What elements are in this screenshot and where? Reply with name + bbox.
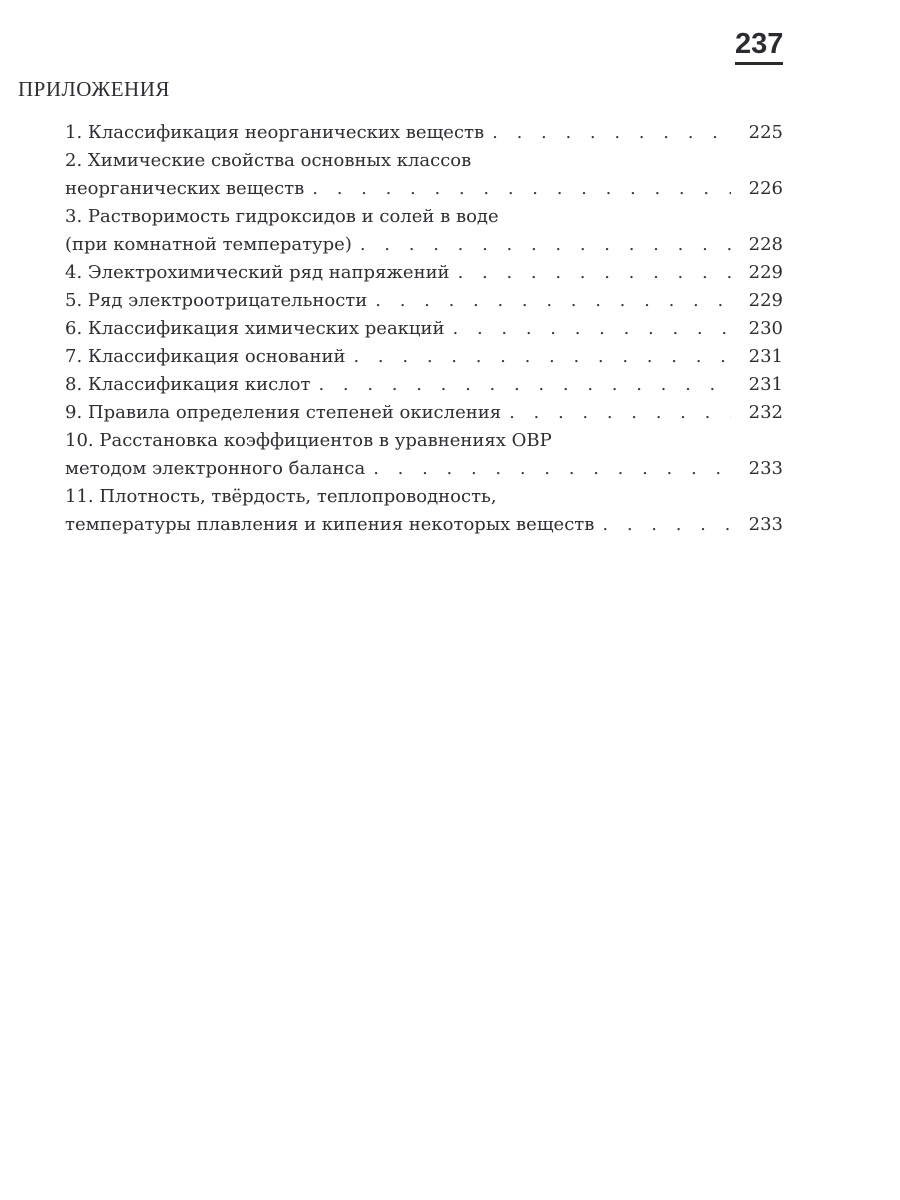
toc-dot-leader [373, 455, 731, 483]
toc-page-number: 231 [748, 346, 783, 367]
toc-entry-title: 7. Классификация оснований [65, 346, 346, 367]
toc-entry-title: 6. Классификация химических реакций [65, 318, 445, 339]
toc-entry-title: 4. Электрохимический ряд напряжений [65, 262, 450, 283]
toc-page-number: 233 [748, 458, 783, 479]
toc-page-number: 228 [748, 234, 783, 255]
toc-entry-title: 9. Правила определения степеней окисления [65, 402, 502, 423]
toc-dot-leader [492, 119, 731, 147]
toc-entry-2 [65, 147, 783, 203]
toc-entry-title: 3. Растворимость гидроксидов и солей в воде [65, 206, 499, 227]
toc-page-number: 230 [748, 318, 783, 339]
toc-entry-title-continued: (при комнатной температуре) [65, 234, 352, 255]
toc-entry-6 [65, 315, 783, 343]
toc-dot-leader [318, 371, 731, 399]
toc-entry-3 [65, 203, 783, 259]
section-title: ПРИЛОЖЕНИЯ [18, 77, 170, 101]
toc-page-number: 232 [748, 402, 783, 423]
toc-dot-leader [453, 315, 732, 343]
toc-page-number: 225 [748, 122, 783, 143]
toc-dot-leader [509, 399, 731, 427]
toc-page-number: 226 [748, 178, 783, 199]
toc-entry-10 [65, 427, 783, 483]
toc-entry-7 [65, 343, 783, 371]
toc-entry-title: 2. Химические свойства основных классов [65, 150, 472, 171]
toc-entry-title: 10. Расстановка коэффициентов в уравнениях ОВР [65, 430, 552, 451]
toc-entry-title-continued: неорганических веществ [65, 178, 305, 199]
table-of-contents [65, 119, 783, 539]
toc-entry-9 [65, 399, 783, 427]
toc-entry-4 [65, 259, 783, 287]
toc-entry-title: 1. Классификация неорганических веществ [65, 122, 485, 143]
toc-entry-title: 5. Ряд электроотрицательности [65, 290, 368, 311]
page-number: 237 [735, 27, 783, 65]
toc-dot-leader [458, 259, 731, 287]
toc-entry-title: 11. Плотность, твёрдость, теплопроводность, [65, 486, 497, 507]
toc-dot-leader [375, 287, 731, 315]
toc-dot-leader [353, 343, 731, 371]
toc-page-number: 229 [748, 290, 783, 311]
toc-dot-leader [312, 175, 731, 203]
toc-entry-8 [65, 371, 783, 399]
toc-dot-leader [602, 511, 731, 539]
toc-page-number: 233 [748, 514, 783, 535]
toc-page-number: 231 [748, 374, 783, 395]
toc-entry-title: 8. Классификация кислот [65, 374, 311, 395]
toc-entry-1 [65, 119, 783, 147]
toc-dot-leader [360, 231, 731, 259]
toc-page-number: 229 [748, 262, 783, 283]
toc-entry-title-continued: температуры плавления и кипения некоторых веществ [65, 514, 595, 535]
toc-entry-5 [65, 287, 783, 315]
toc-entry-title-continued: методом электронного баланса [65, 458, 366, 479]
toc-entry-11 [65, 483, 783, 539]
